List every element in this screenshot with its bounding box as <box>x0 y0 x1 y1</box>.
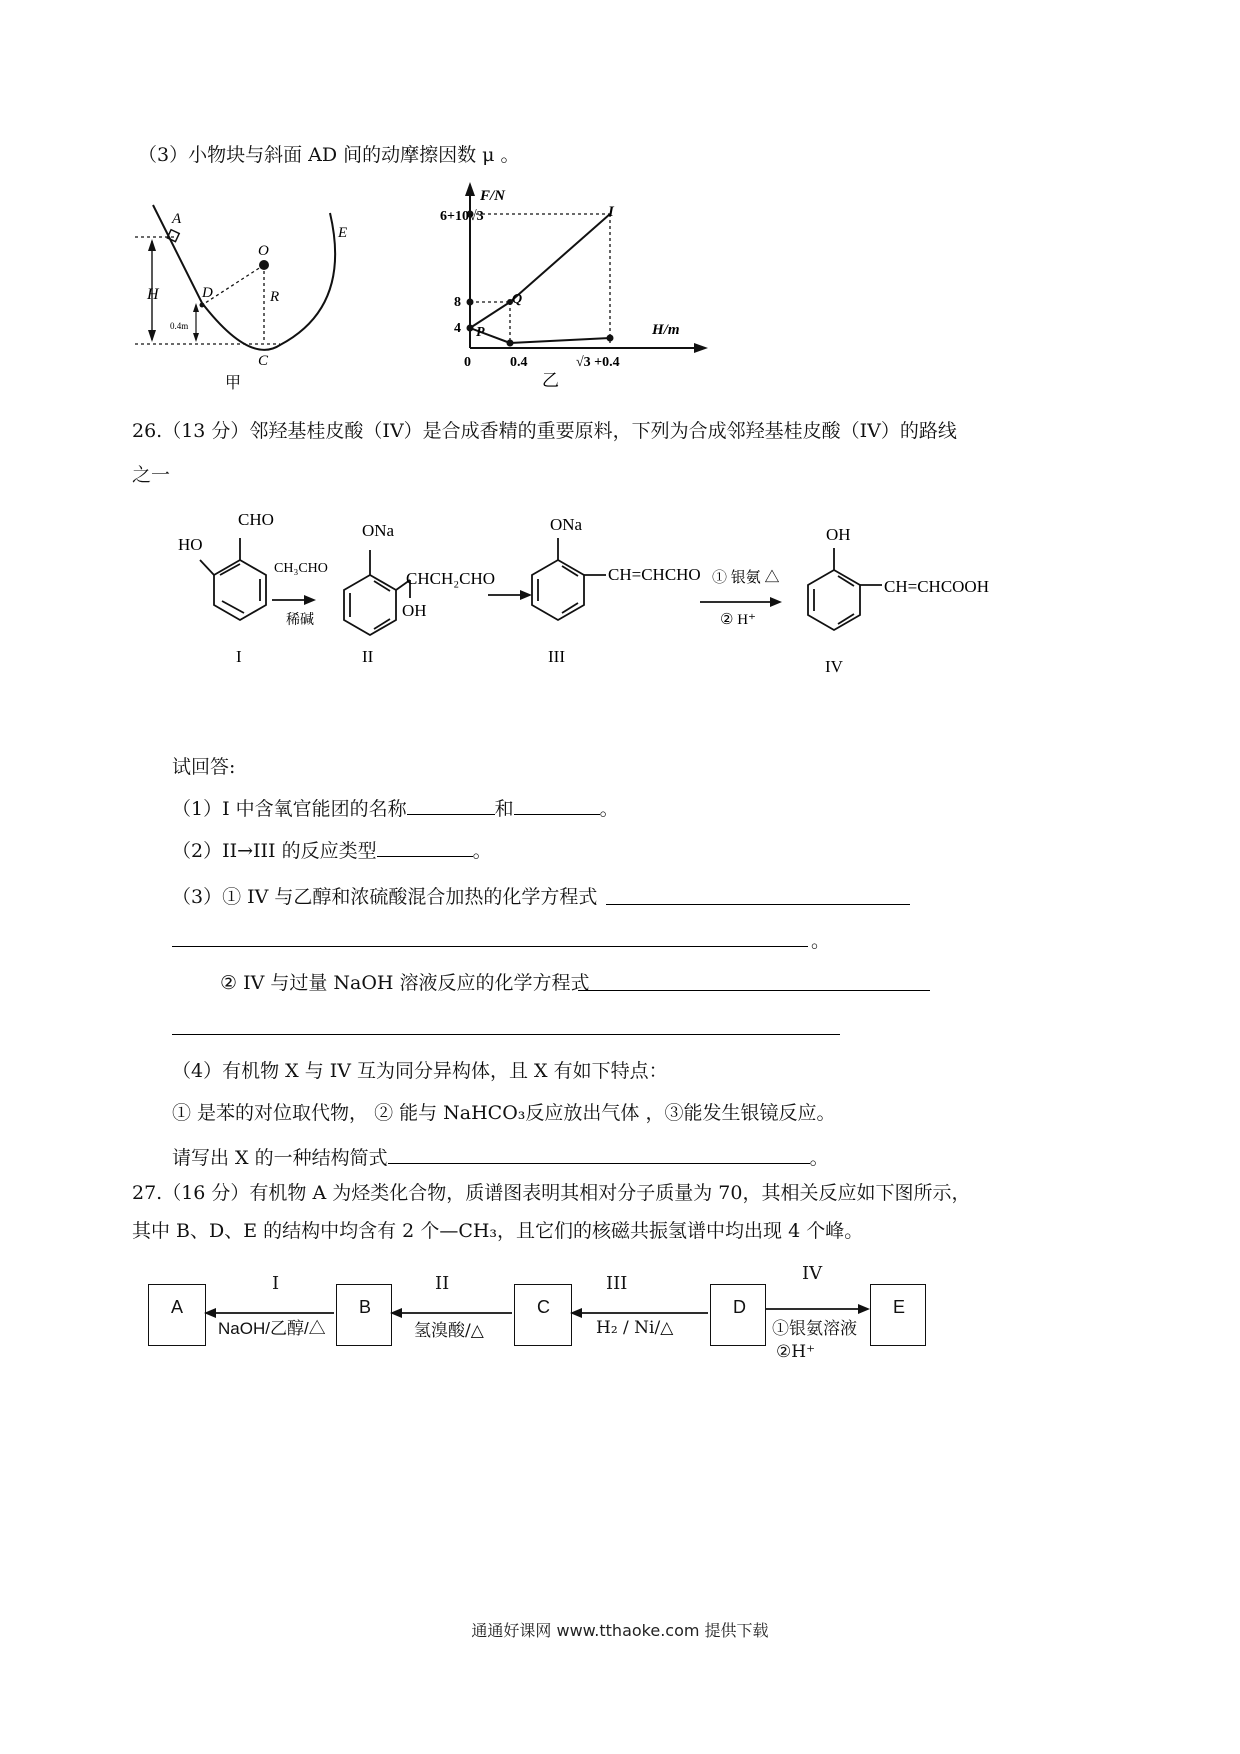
q26-sub4: （4）有机物 X 与 IV 互为同分异构体，且 X 有如下特点： <box>172 1060 668 1082</box>
jia-label-o: O <box>258 243 269 259</box>
yi-ytick-8: 8 <box>454 295 461 310</box>
scheme-c1-cho: CHO <box>238 510 274 529</box>
scheme-reagent1-bottom: 稀碱 <box>286 613 314 628</box>
q27-box-b: B <box>336 1284 392 1346</box>
scheme-reagent3-bottom: ② H⁺ <box>720 612 756 628</box>
q27-cond-3: H₂ / Ni/△ <box>596 1318 674 1338</box>
q27-box-c: C <box>514 1284 572 1346</box>
scheme-c4-oh: OH <box>826 525 851 544</box>
q27-step-1: I <box>272 1273 280 1294</box>
scheme-label-1: I <box>236 647 242 666</box>
q27-line1: 27.（16 分）有机物 A 为烃类化合物，质谱图表明其相对分子质量为 70，其相关反应如下图所示， <box>132 1182 971 1204</box>
jia-label-height: 0.4m <box>170 321 189 331</box>
q27-step-3: III <box>606 1273 628 1294</box>
yi-origin: 0 <box>464 355 471 370</box>
scheme-c3-chain: CH=CHCHO <box>608 565 701 584</box>
q27-cond-4a: ①银氨溶液 <box>772 1319 857 1339</box>
q27-cond-2: 氢溴酸/△ <box>414 1321 484 1341</box>
scheme-c1-oh: HO <box>178 535 203 554</box>
yi-xlabel: H/m <box>652 322 680 338</box>
q26-sub1-text: （1）I 中含氧官能团的名称 <box>172 798 407 820</box>
q26-sub2-text: （2）II→III 的反应类型 <box>172 840 377 862</box>
q25-part3: （3）小物块与斜面 AD 间的动摩擦因数 μ 。 <box>138 144 520 166</box>
q27-cond-1: NaOH/乙醇/△ <box>218 1319 326 1338</box>
scheme-c4-chain: CH=CHCOOH <box>884 577 989 596</box>
q27-line2: 其中 B、D、E 的结构中均含有 2 个—CH₃，且它们的核磁共振氢谱中均出现 4 个峰。 <box>132 1220 864 1242</box>
q26-sub4-answer-text: 请写出 X 的一种结构简式 <box>172 1147 388 1169</box>
page-footer: 通通好课网 www.tthaoke.com 提供下载 <box>471 1621 769 1640</box>
jia-label-r: R <box>270 289 280 305</box>
q26-sub4-features: ① 是苯的对位取代物， ② 能与 NaHCO₃反应放出气体 ，③能发生银镜反应。 <box>172 1102 836 1124</box>
q26-prompt: 试回答: <box>172 756 236 778</box>
q26-title-line2: 之一 <box>132 464 171 486</box>
q27-box-e: E <box>870 1284 926 1346</box>
scheme-c3-ona: ONa <box>550 515 583 534</box>
scheme-c2-chain: CHCH₂CHO <box>406 569 496 588</box>
q26-sub4-end: 。 <box>809 1147 829 1169</box>
q27-step-4: IV <box>802 1263 823 1284</box>
jia-label-d: D <box>202 285 213 301</box>
q27-cond-4b: ②H⁺ <box>776 1342 816 1362</box>
scheme-c2-ona: ONa <box>362 521 395 540</box>
scheme-label-4: IV <box>825 657 843 676</box>
jia-label-e: E <box>338 225 348 241</box>
q26-sub2-end: 。 <box>472 840 492 862</box>
scheme-reagent3-top: ① 银氨 △ <box>712 570 780 586</box>
q26-sub1-end: 。 <box>599 798 619 820</box>
jia-label-a: A <box>172 211 182 227</box>
scheme-label-3: III <box>548 647 565 666</box>
q27-step-2: II <box>435 1273 450 1294</box>
yi-xtick-04: 0.4 <box>510 355 528 370</box>
yi-ylabel: F/N <box>480 188 506 204</box>
yi-ytick-top: 6+10√3 <box>440 209 484 224</box>
yi-point-q: Q <box>512 292 523 307</box>
q26-sub3-1: （3）① IV 与乙醇和浓硫酸混合加热的化学方程式 <box>172 886 598 908</box>
jia-caption: 甲 <box>225 375 242 392</box>
yi-point-p: P <box>476 325 485 340</box>
yi-point-i: I <box>608 204 614 220</box>
q27-box-a: A <box>148 1284 206 1346</box>
q26-sub1-and: 和 <box>494 798 514 820</box>
yi-caption: 乙 <box>542 371 559 390</box>
jia-label-c: C <box>258 353 269 369</box>
jia-label-h: H <box>147 286 159 303</box>
q26-title-line1: 26.（13 分）邻羟基桂皮酸（IV）是合成香精的重要原料，下列为合成邻羟基桂皮酸（IV）的路线 <box>132 420 957 442</box>
scheme-label-2: II <box>362 647 374 666</box>
yi-ytick-4: 4 <box>454 321 461 336</box>
yi-xtick-end: √3 +0.4 <box>576 355 620 370</box>
q27-box-d: D <box>710 1284 766 1346</box>
q26-sub3-2: ② IV 与过量 NaOH 溶液反应的化学方程式 <box>220 972 590 994</box>
q26-sub3-1-end: 。 <box>811 930 831 952</box>
scheme-reagent1-top: CH₃CHO <box>274 561 328 576</box>
scheme-c2-oh: OH <box>402 601 427 620</box>
